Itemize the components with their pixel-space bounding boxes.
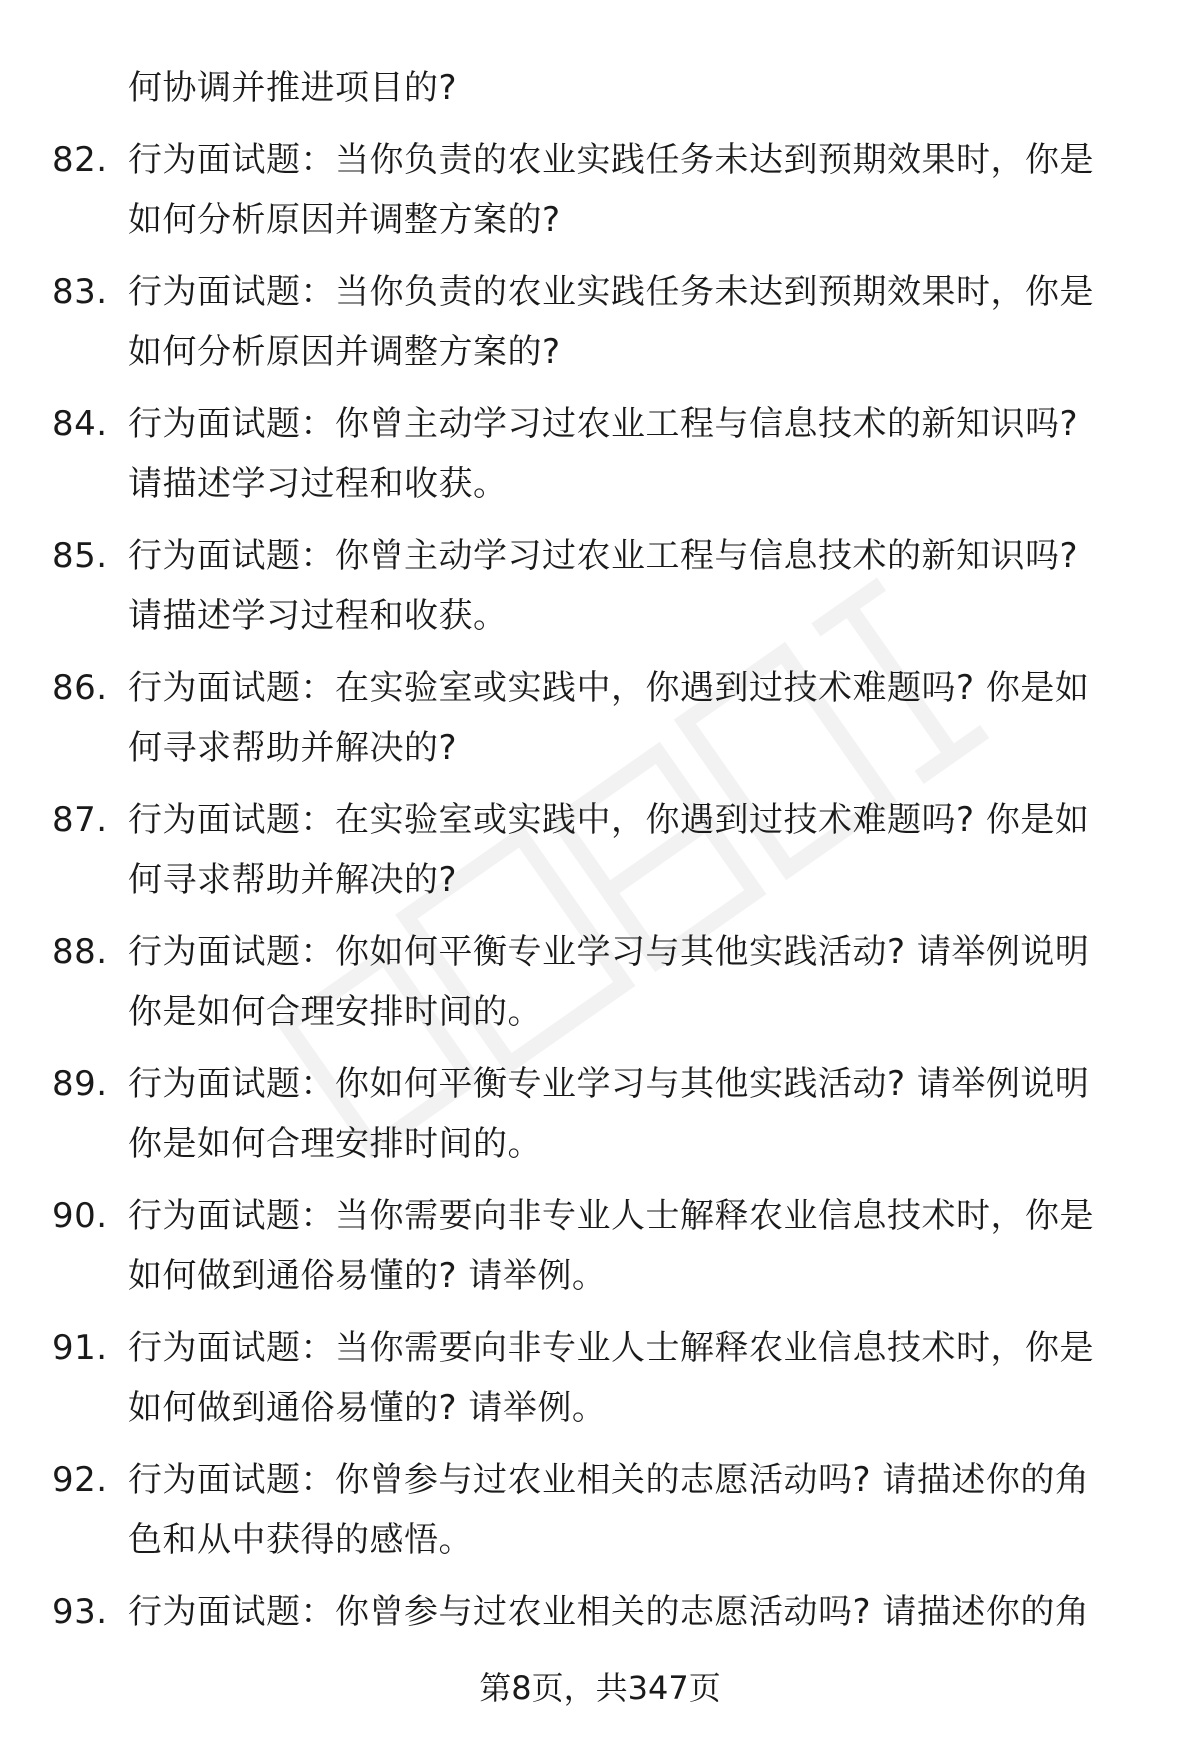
item-number: 84. [52, 404, 108, 444]
item-text-line: 你是如何合理安排时间的。 [128, 1124, 542, 1164]
item-text-line: 行为面试题：在实验室或实践中，你遇到过技术难题吗? 你是如 [128, 668, 1090, 708]
item-text-line: 行为面试题：你曾主动学习过农业工程与信息技术的新知识吗? [128, 404, 1079, 444]
item-text-line: 行为面试题：你曾主动学习过农业工程与信息技术的新知识吗? [128, 536, 1079, 576]
list-item [0, 1318, 1200, 1438]
list-item [0, 658, 1200, 778]
item-text-line: 色和从中获得的感悟。 [128, 1520, 473, 1560]
item-text [128, 922, 1138, 1042]
item-text-line: 如何做到通俗易懂的? 请举例。 [128, 1256, 607, 1296]
item-number: 92. [52, 1460, 108, 1500]
item-text-line: 如何分析原因并调整方案的? [128, 332, 561, 372]
item-number: 93. [52, 1592, 108, 1632]
item-text-line: 请描述学习过程和收获。 [128, 464, 508, 504]
item-number: 91. [52, 1328, 108, 1368]
list-item [0, 1450, 1200, 1570]
item-number: 85. [52, 536, 108, 576]
item-number: 86. [52, 668, 108, 708]
item-text-line: 行为面试题：当你负责的农业实践任务未达到预期效果时，你是 [128, 272, 1094, 312]
item-number: 90. [52, 1196, 108, 1236]
item-text-line: 行为面试题：在实验室或实践中，你遇到过技术难题吗? 你是如 [128, 800, 1090, 840]
item-text-line: 行为面试题：你如何平衡专业学习与其他实践活动? 请举例说明 [128, 932, 1090, 972]
item-text-line: 何寻求帮助并解决的? [128, 728, 458, 768]
item-text-line: 行为面试题：当你需要向非专业人士解释农业信息技术时，你是 [128, 1328, 1094, 1368]
list-item [0, 1186, 1200, 1306]
item-number: 83. [52, 272, 108, 312]
item-text [128, 526, 1138, 646]
items-container [0, 130, 1200, 1642]
item-text-line: 何寻求帮助并解决的? [128, 860, 458, 900]
item-text-line: 行为面试题：你曾参与过农业相关的志愿活动吗? 请描述你的角 [128, 1592, 1090, 1632]
page-footer: 第8页，共347页 [479, 1669, 721, 1707]
list-item [0, 1582, 1200, 1642]
item-text-line: 如何做到通俗易懂的? 请举例。 [128, 1388, 607, 1428]
list-item [0, 130, 1200, 250]
item-number: 88. [52, 932, 108, 972]
item-text-line: 你是如何合理安排时间的。 [128, 992, 542, 1032]
item-text-line: 请描述学习过程和收获。 [128, 596, 508, 636]
list-item [0, 1054, 1200, 1174]
item-text-line: 行为面试题：当你负责的农业实践任务未达到预期效果时，你是 [128, 140, 1094, 180]
item-text [128, 658, 1138, 778]
list-item [0, 262, 1200, 382]
item-text-line: 如何分析原因并调整方案的? [128, 200, 561, 240]
item-text [128, 130, 1138, 250]
item-text-line: 行为面试题：你曾参与过农业相关的志愿活动吗? 请描述你的角 [128, 1460, 1090, 1500]
item-text-line: 行为面试题：你如何平衡专业学习与其他实践活动? 请举例说明 [128, 1064, 1090, 1104]
item-text-line: 行为面试题：当你需要向非专业人士解释农业信息技术时，你是 [128, 1196, 1094, 1236]
item-text [128, 262, 1138, 382]
item-text [128, 1186, 1138, 1306]
item-number: 87. [52, 800, 108, 840]
item-text [128, 394, 1138, 514]
item-text [128, 1582, 1138, 1642]
list-item [0, 394, 1200, 514]
item-text [128, 1450, 1138, 1570]
item-number: 82. [52, 140, 108, 180]
item-text [128, 1318, 1138, 1438]
list-item [0, 526, 1200, 646]
item-text [128, 790, 1138, 910]
list-item [0, 922, 1200, 1042]
list-item [0, 790, 1200, 910]
question-list [0, 58, 1200, 1654]
item-text [128, 1054, 1138, 1174]
continued-text: 何协调并推进项目的? [128, 68, 458, 108]
item-number: 89. [52, 1064, 108, 1104]
